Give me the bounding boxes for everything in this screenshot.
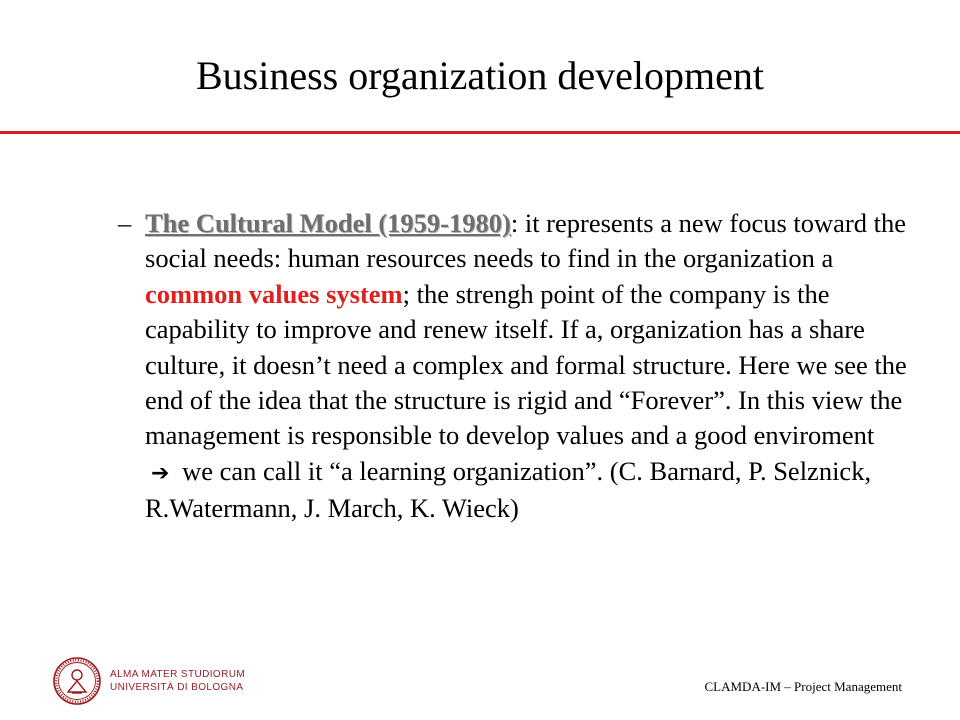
bullet-item xyxy=(118,206,908,527)
university-seal-icon xyxy=(52,656,102,706)
logo-line-2: UNIVERSITÀ DI BOLOGNA xyxy=(110,682,244,693)
footer-text: CLAMDA-IM – Project Management xyxy=(704,679,902,694)
bullet-text-part-2: ; the strengh point of the company is the capability to improve and renew itself. If a, organization has a share culture, it doesn’t need a complex and formal structure. Here we see the end of the idea that the structure is rigid and “Forever”. In this view the management is responsible to develop values and a good enviroment xyxy=(145,278,907,451)
bullet-marker: – xyxy=(118,208,132,238)
bullet-paragraph xyxy=(118,206,908,527)
title-divider xyxy=(0,131,960,134)
bullet-heading xyxy=(145,208,511,238)
bullet-heading-label: The Cultural Model xyxy=(145,208,372,238)
logo-wordmark xyxy=(110,668,245,694)
slide-title: Business organization development xyxy=(195,53,765,98)
university-logo xyxy=(52,656,292,706)
bullet-heading-years: (1959-1980) xyxy=(378,208,511,238)
bullet-text-part-1: : it represents a new focus toward the social needs: human resources needs to find in the organization a xyxy=(145,208,907,274)
logo-line-1: ALMA MATER STUDIORUM xyxy=(110,669,246,680)
accent-phrase: common values system xyxy=(145,278,403,309)
bullet-text-part-3: we can call it “a learning organization”. (C. Barnard, P. Selznick, R.Watermann, J. March, K. Wieck) xyxy=(145,455,872,524)
arrow-right-icon: ➔ xyxy=(151,460,170,486)
